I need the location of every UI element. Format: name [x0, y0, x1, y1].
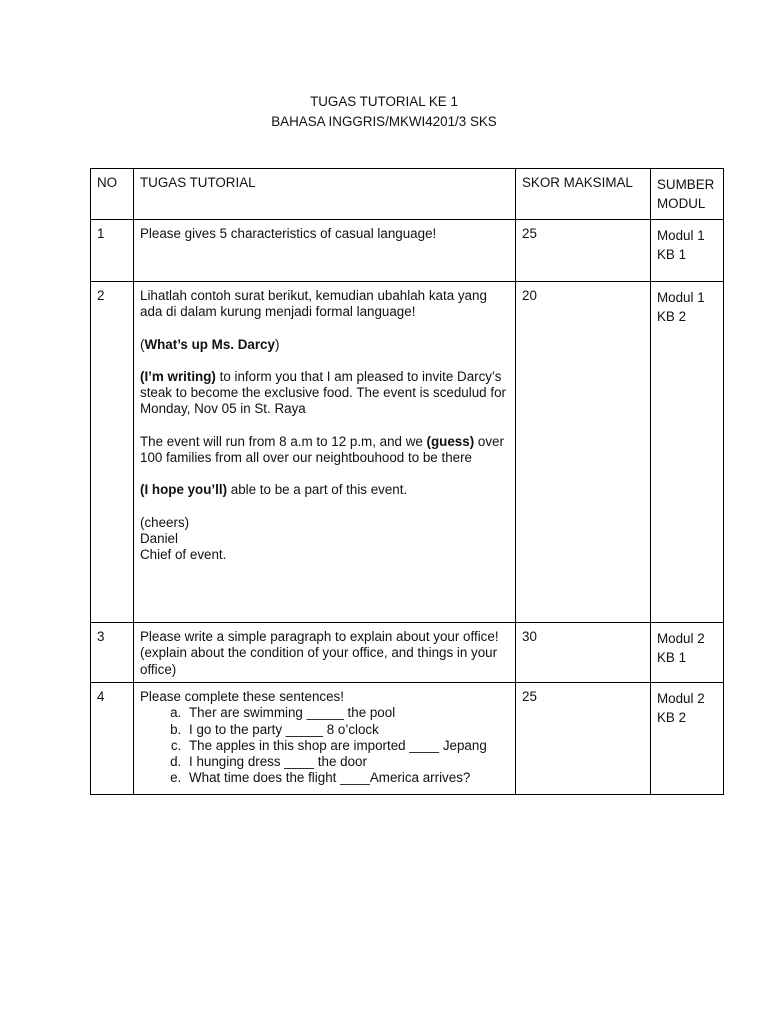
list-item: a. Ther are swimming _____ the pool: [185, 705, 509, 721]
task-letter: [134, 282, 516, 623]
task-intro: Lihatlah contoh surat berikut, kemudian ubahlah kata yang ada di dalam kurung menjadi formal language!: [140, 288, 487, 320]
letter-paragraph-3: (I hope you’ll) able to be a part of this event.: [140, 482, 408, 498]
source-module: [651, 282, 724, 623]
course-subtitle: BAHASA INGGRIS/MKWI4201/3 SKS: [271, 114, 497, 129]
header-source-line2: MODUL: [657, 196, 706, 211]
row-number: 4: [91, 683, 134, 795]
letter-signer-title: Chief of event.: [140, 547, 227, 563]
source-module: [651, 220, 724, 282]
header-source-line1: SUMBER: [657, 177, 715, 192]
header-task: TUGAS TUTORIAL: [134, 169, 516, 220]
source-module-name: Modul 1: [657, 228, 705, 243]
max-score: 25: [516, 683, 651, 795]
letter-closing: (cheers): [140, 514, 190, 530]
letter-greeting: (What’s up Ms. Darcy): [140, 336, 280, 352]
table-row: [91, 220, 724, 282]
source-module-name: Modul 1: [657, 290, 705, 305]
document-title-block: [0, 92, 768, 132]
list-item: e. What time does the flight ____America arrives?: [185, 770, 509, 786]
source-kb: KB 1: [657, 247, 687, 262]
header-no: NO: [91, 169, 134, 220]
source-module: [651, 623, 724, 683]
table-header-row: [91, 169, 724, 220]
letter-signer: Daniel: [140, 530, 178, 546]
task-text: Please gives 5 characteristics of casual language!: [134, 220, 516, 282]
source-kb: KB 2: [657, 309, 687, 324]
max-score: 30: [516, 623, 651, 683]
task-text: Please write a simple paragraph to explain about your office! (explain about the condition of your office, and things in your office): [134, 623, 516, 683]
task-intro: Please complete these sentences!: [140, 689, 344, 704]
greeting-bold: What’s up Ms. Darcy: [144, 336, 275, 352]
list-item: b. I go to the party _____ 8 o’clock: [185, 722, 509, 738]
task-sentences: [134, 683, 516, 795]
max-score: 25: [516, 220, 651, 282]
source-module-name: Modul 2: [657, 691, 705, 706]
source-kb: KB 2: [657, 710, 687, 725]
table-row: [91, 623, 724, 683]
header-score: SKOR MAKSIMAL: [516, 169, 651, 220]
row-number: 1: [91, 220, 134, 282]
letter-paragraph-1: (I’m writing) to inform you that I am pleased to invite Darcy’s steak to become the exclusive food. The event is scedulud for Monday, Nov 05 in St. Raya: [140, 368, 506, 417]
list-item: c. The apples in this shop are imported ____ Jepang: [185, 738, 509, 754]
row-number: 3: [91, 623, 134, 683]
max-score: 20: [516, 282, 651, 623]
source-module: [651, 683, 724, 795]
row-number: 2: [91, 282, 134, 623]
sentence-list: [140, 705, 509, 786]
header-source: [651, 169, 724, 220]
table-row: [91, 683, 724, 795]
document-title: TUGAS TUTORIAL KE 1: [310, 94, 458, 109]
tutorial-task-table: [90, 168, 724, 795]
table-row: [91, 282, 724, 623]
letter-paragraph-2: The event will run from 8 a.m to 12 p.m, and we (guess) over 100 families from all over our neightbouhood to be there: [140, 433, 504, 466]
list-item: d. I hunging dress ____ the door: [185, 754, 509, 770]
source-module-name: Modul 2: [657, 631, 705, 646]
source-kb: KB 1: [657, 650, 687, 665]
